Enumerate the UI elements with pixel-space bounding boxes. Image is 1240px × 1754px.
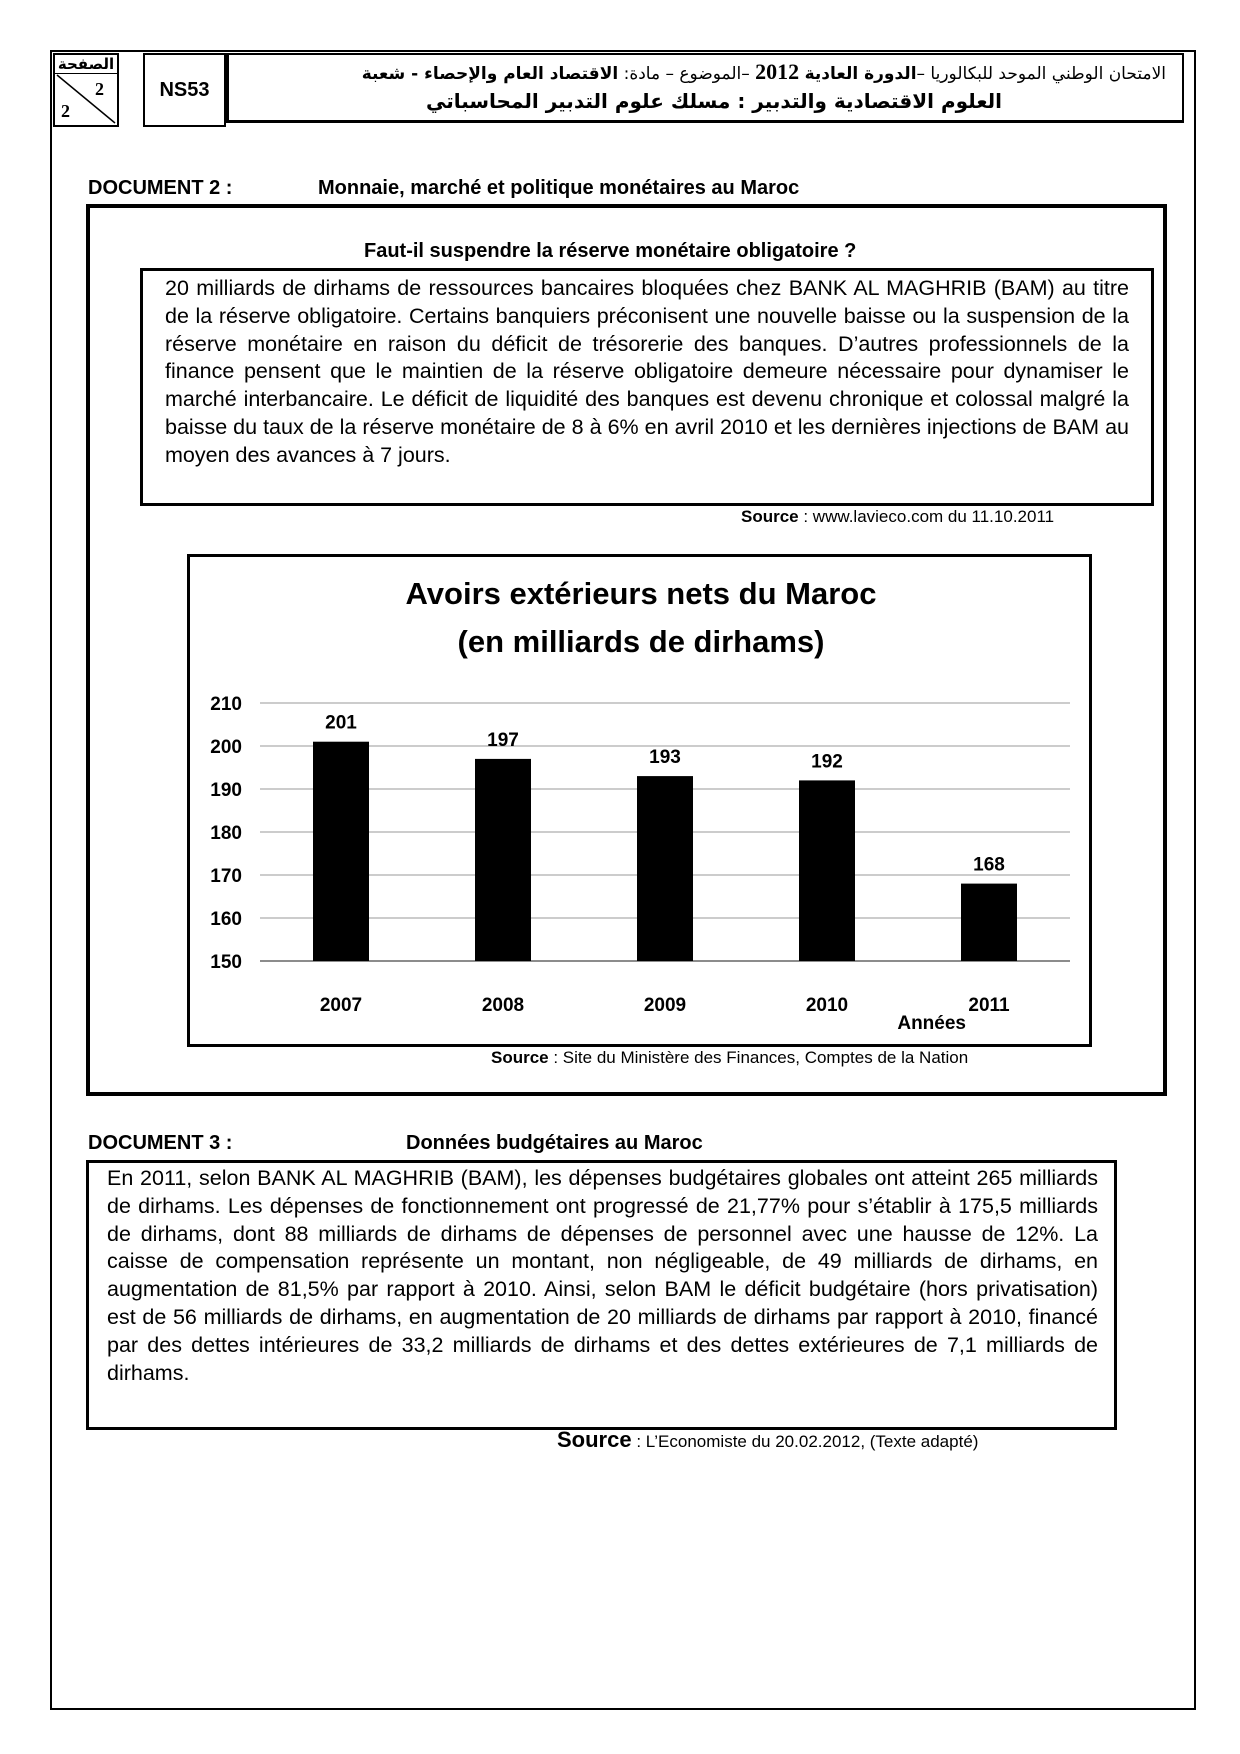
header-year: 2012 <box>755 59 800 84</box>
y-tick-label: 160 <box>210 909 242 930</box>
x-tick-label-2007: 2007 <box>319 995 363 1016</box>
doc2-title: Monnaie, marché et politique monétaires au Maroc <box>318 177 800 199</box>
doc3-title: Données budgétaires au Maroc <box>406 1132 703 1154</box>
data-label-2011: 168 <box>973 854 1005 876</box>
doc2-subtitle: Faut-il suspendre la réserve monétaire obligatoire ? <box>364 240 857 262</box>
exam-header-line2: العلوم الاقتصادية والتدبير : مسلك علوم التدبير المحاسباتي <box>425 89 1002 113</box>
header-subject: الاقتصاد العام والإحصاء - شعبة <box>361 64 619 84</box>
header-prefix: الامتحان الوطني الموحد للبكالوريا – <box>916 64 1166 84</box>
header-suffix: –الموضوع – مادة: <box>623 64 750 84</box>
page-label: الصفحة <box>55 55 117 74</box>
exam-header <box>225 53 1184 123</box>
chart-subtitle: (en milliards de dirhams) <box>457 624 825 659</box>
bar-2008 <box>475 759 531 961</box>
x-tick-label-2010: 2010 <box>805 995 849 1016</box>
doc3-source <box>557 1427 978 1453</box>
chart-source-text: : Site du Ministère des Finances, Comptes de la Nation <box>548 1048 969 1067</box>
doc3-source-text: : L’Economiste du 20.02.2012, (Texte adapté) <box>631 1432 979 1451</box>
y-tick-label: 180 <box>210 823 242 844</box>
data-label-2009: 193 <box>649 747 681 769</box>
y-tick-label: 150 <box>210 952 242 973</box>
page-number-box <box>53 53 119 127</box>
header-session: الدورة العادية <box>804 64 917 84</box>
data-label-2010: 192 <box>811 751 843 773</box>
x-axis-label: Années <box>897 1013 966 1034</box>
exam-header-line1 <box>362 59 1166 85</box>
data-label-2008: 197 <box>487 729 519 751</box>
doc3-source-label: Source <box>557 1427 632 1452</box>
bar-2011 <box>961 884 1017 961</box>
bar-layer <box>313 713 1017 1016</box>
doc2-source-text: : www.lavieco.com du 11.10.2011 <box>798 507 1055 526</box>
data-label-2007: 201 <box>325 712 357 734</box>
chart-title: Avoirs extérieurs nets du Maroc <box>405 576 877 611</box>
chart-source <box>491 1048 968 1068</box>
doc2-source-label: Source <box>741 507 799 526</box>
x-tick-label-2011: 2011 <box>968 995 1010 1016</box>
x-tick-label-2008: 2008 <box>481 995 525 1016</box>
doc2-text: 20 milliards de dirhams de ressources bancaires bloquées chez BANK AL MAGHRIB (BAM) au titre de la réserve obligatoire. Certains banquiers préconisent une nouvelle baisse ou la suspension de la réserve monétaire en raison du déficit de trésorerie des banques. D’autres professionnels de la finance pensent que le maintien de la réserve obligatoire demeure nécessaire pour dynamiser le marché interbancaire. Le déficit de liquidité des banques est devenu chronique et colossal malgré la baisse du taux de la réserve monétaire de 8 à 6% en avril 2010 et les dernières injections de BAM au moyen des avances à 7 jours. <box>140 268 1154 506</box>
bar-2007 <box>313 742 369 961</box>
y-tick-label: 170 <box>210 866 242 887</box>
doc3-label: DOCUMENT 3 : <box>88 1132 233 1154</box>
chart-frame <box>187 554 1092 1047</box>
page-current: 2 <box>95 79 104 99</box>
doc3-text: En 2011, selon BANK AL MAGHRIB (BAM), les dépenses budgétaires globales ont atteint 265 milliards de dirhams. Les dépenses de fonctionnement ont progressé de 21,77% pour s’établir à 175,5 milliards de dirhams, dont 88 milliards de dirhams de dépenses de personnel avec une hausse de 12%. La caisse de compensation représente un montant, non négligeable, de 49 milliards de dirhams, en augmentation de 81,5% par rapport à 2010. Ainsi, selon BAM le déficit budgétaire (hors privatisation) est de 56 milliards de dirhams, en augmentation de 20 milliards de dirhams par rapport à 2010, financé par des dettes intérieures de 33,2 milliards de dirhams et des dettes extérieures de 7,1 milliards de dirhams. <box>86 1160 1117 1430</box>
page-total: 2 <box>61 101 70 121</box>
y-tick-label: 200 <box>210 737 242 758</box>
chart-source-label: Source <box>491 1048 549 1067</box>
y-tick-label: 210 <box>210 694 242 715</box>
bar-2010 <box>799 780 855 961</box>
x-tick-label-2009: 2009 <box>643 995 687 1016</box>
doc2-source <box>741 507 1054 527</box>
y-tick-label: 190 <box>210 780 242 801</box>
bar-2009 <box>637 776 693 961</box>
bar-chart <box>190 557 1089 1044</box>
doc2-label: DOCUMENT 2 : <box>88 177 233 199</box>
exam-code: NS53 <box>143 53 226 127</box>
